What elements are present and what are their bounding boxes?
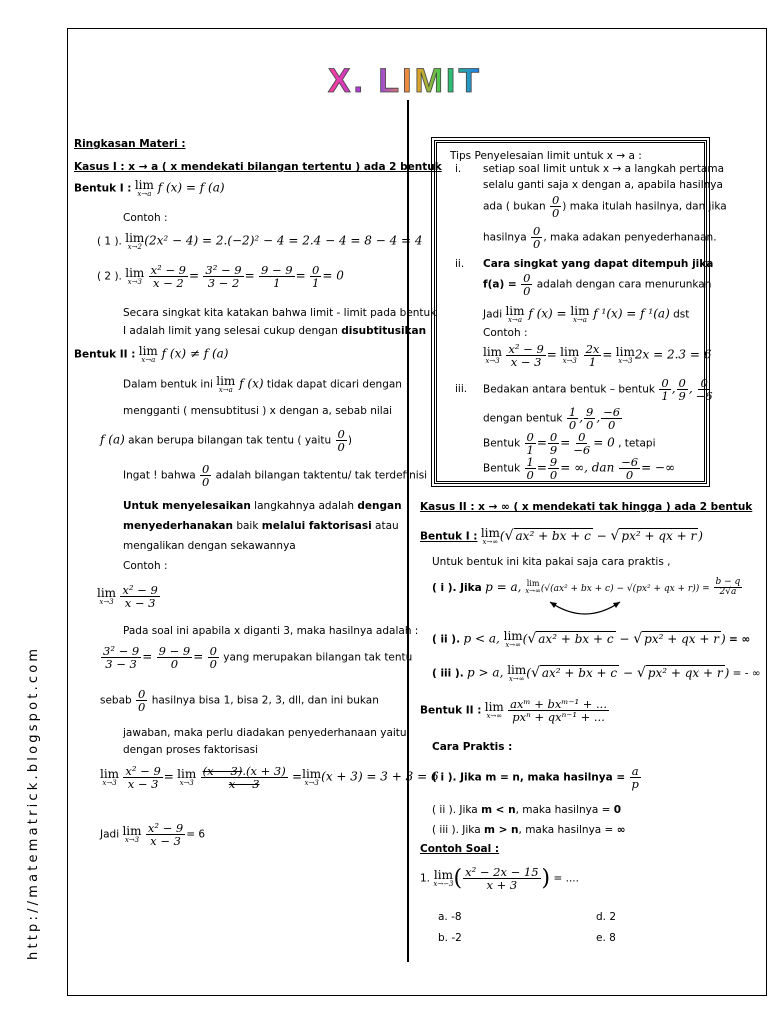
column-divider xyxy=(407,100,409,962)
note-line-2: I adalah limit yang selesai cukup dengan disubtitusikan xyxy=(123,325,427,337)
tips-ii-line2: f(a) = $\frac{0}{0}$ adalah dengan cara menurunkan xyxy=(483,271,712,299)
tips-iii-line3: Bentuk $\frac{0}{1}$ = $\frac{0}{9}$ = $\frac{0}{-6}$ = 0 , tetapi xyxy=(483,430,656,458)
cara-praktis-heading: Cara Praktis : xyxy=(432,741,513,753)
cara-ii: ( ii ). Jika m < n, maka hasilnya = 0 xyxy=(432,804,622,816)
tips-ii-line3: Jadi lim x→a f (x) = lim x→a f ¹(x) = f ¹(a) dst xyxy=(483,304,690,324)
example-2: ( 2 ). lim x→3 $\frac{\text{x² − 9}}{x - 2}$ = $\frac{\text{3² − 9}}{3 - 2}$ = $\frac{9 - 9}{1}$ = $\frac{0}{1}$ = 0 xyxy=(97,263,344,291)
tips-i-num: i. xyxy=(455,163,462,175)
para-line-4: Ingat ! bahwa $\frac{0}{0}$ adalah bilangan taktentu/ tak terdefinisi xyxy=(123,462,428,490)
tips-i-line3: ada ( bukan $\frac{0}{0}$ ) maka itulah hasilnya, dan jika xyxy=(483,193,727,221)
tips-ii-example: lim x→3 $\frac{\text{x² − 9}}{x - 3}$ = lim x→3 $\frac{2x}{1}$ = lim x→3 2x = 2.3 = 6 xyxy=(483,342,712,370)
tips-title: Tips Penyelesaian limit untuk x → a : xyxy=(450,150,642,162)
cara-i: ( i ). Jika m = n, maka hasilnya = $\frac{a}{p}$ xyxy=(432,764,639,792)
para-line-7: mengalikan dengan sekawannya xyxy=(123,540,296,552)
para-line-11: jawaban, maka perlu diadakan penyederhanaan yaitu xyxy=(123,727,407,739)
conclusion-row: Jadi lim x→3 $\frac{\text{x² − 9}}{x - 3}$ = 6 xyxy=(100,821,206,849)
option-b[interactable]: b. -2 xyxy=(438,932,462,944)
option-a[interactable]: a. -8 xyxy=(438,911,462,923)
kasus-2-heading: Kasus II : x → ∞ ( x mendekati tak hingga ) ada 2 bentuk xyxy=(420,501,753,513)
para-line-3: f (a) akan berupa bilangan tak tentu ( yaitu $\frac{0}{0}$ ) xyxy=(100,427,352,455)
example-1: ( 1 ). lim x→2 (2x² − 4) = 2.(−2)² − 4 = 2.4 − 4 = 8 − 4 = 4 xyxy=(97,231,423,251)
para-line-12: dengan proses faktorisasi xyxy=(123,744,259,756)
example-limit: lim x→3 $\frac{\text{x² − 9}}{x - 3}$ xyxy=(97,583,158,611)
curved-arrow xyxy=(545,596,625,620)
para-line-6: menyederhanakan baik melalui faktorisasi atau xyxy=(123,520,399,532)
side-url: http://matematrick.blogspot.com xyxy=(26,645,41,960)
summary-heading: Ringkasan Materi : xyxy=(74,138,186,150)
tips-ii-contoh: Contoh : xyxy=(483,327,528,339)
bentuk-1-row: Bentuk I : lim x→a f (x) = f (a) xyxy=(74,178,225,198)
praktis-line: Untuk bentuk ini kita pakai saja cara praktis , xyxy=(432,556,671,568)
tips-iii-line2: dengan bentuk $\frac{1}{0}$ , $\frac{9}{0}$ , $\frac{-6}{0}$ xyxy=(483,405,621,433)
kasus2-bentuk-2-row: Bentuk II : lim x→∞ axᵐ + bxᵐ⁻¹ + ... pxⁿ + qxⁿ⁻¹ + ... xyxy=(420,697,607,725)
tips-ii-line1: Cara singkat yang dapat ditempuh jika xyxy=(483,258,714,270)
rule-i-row: ( i ). Jika p = a, lim x→∞ (√(ax² + bx + c) − √(px² + qx + r)) = $\frac{b - q}{2√a}$ xyxy=(432,577,741,598)
substitution-row: $\frac{\text{3² − 9}}{3 - 3}$ = $\frac{9 - 9}{0}$ = $\frac{0}{0}$ yang merupakan bilangan tak tentu xyxy=(103,644,413,672)
tips-i-line1: setiap soal limit untuk x → a langkah pertama xyxy=(483,163,725,175)
bentuk-2-row: Bentuk II : lim x→a f (x) ≠ f (a) xyxy=(74,344,229,364)
factorization-row: lim x→3 $\frac{\text{x² − 9}}{x - 3}$ = lim x→3 $\frac{(x - 3).(x + 3)}{x - 3}$ =lim x→3 (x + 3) = 3 + 3 = 6 xyxy=(100,764,439,792)
kasus2-bentuk-1-row: Bentuk I : lim x→∞ (√ ax² + bx + c − √ px² + qx + r ) xyxy=(420,526,703,546)
para-line-8: Pada soal ini apabila x diganti 3, maka hasilnya adalah : xyxy=(123,625,419,637)
kasus-1-heading: Kasus I : x → a ( x mendekati bilangan tertentu ) ada 2 bentuk xyxy=(74,161,442,173)
page-title: X. LIMIT xyxy=(327,62,483,100)
option-d[interactable]: d. 2 xyxy=(596,911,617,923)
cara-iii: ( iii ). Jika m > n, maka hasilnya = ∞ xyxy=(432,824,626,836)
option-e[interactable]: e. 8 xyxy=(596,932,616,944)
para-line-5: Untuk menyelesaikan langkahnya adalah dengan xyxy=(123,500,402,512)
contoh-label-2: Contoh : xyxy=(123,560,168,572)
rule-iii-row: ( iii ). p > a, lim x→∞ (√ ax² + bx + c − √ px² + qx + r ) = - ∞ xyxy=(432,663,761,683)
page-title-graphic xyxy=(290,58,520,102)
para-line-10: sebab $\frac{0}{0}$ hasilnya bisa 1, bisa 2, 3, dll, dan ini bukan xyxy=(100,687,379,715)
tips-iii-num: iii. xyxy=(455,383,468,395)
tips-iii-line4: Bentuk $\frac{1}{0}$ = $\frac{9}{0}$ = ∞, dan $\frac{-6}{0}$ = −∞ xyxy=(483,455,675,483)
note-line-1: Secara singkat kita katakan bahwa limit - limit pada bentuk xyxy=(123,307,437,319)
para-line-2: mengganti ( mensubtitusi ) x dengan a, sebab nilai xyxy=(123,405,393,417)
question-1: 1. lim x→−3 ( $\frac{\text{x² − 2x − 15}}{x + 3}$ ) = .... xyxy=(420,865,579,893)
tips-i-line2: selalu ganti saja x dengan a, apabila hasilnya xyxy=(483,179,723,191)
contoh-soal-heading: Contoh Soal : xyxy=(420,843,500,855)
rule-ii-row: ( ii ). p < a, lim x→∞ (√ ax² + bx + c − √ px² + qx + r ) = ∞ xyxy=(432,629,751,649)
tips-ii-num: ii. xyxy=(455,258,465,270)
contoh-label: Contoh : xyxy=(123,212,168,224)
tips-iii-line1: Bedakan antara bentuk – bentuk $\frac{0}{1}$ , $\frac{0}{9}$ , $\frac{0}{-6}$ xyxy=(483,376,713,404)
tips-i-line4: hasilnya $\frac{0}{0}$ , maka adakan penyederhanaan. xyxy=(483,224,717,252)
para-line-1: Dalam bentuk ini lim x→a f (x) tidak dapat dicari dengan xyxy=(123,374,402,394)
